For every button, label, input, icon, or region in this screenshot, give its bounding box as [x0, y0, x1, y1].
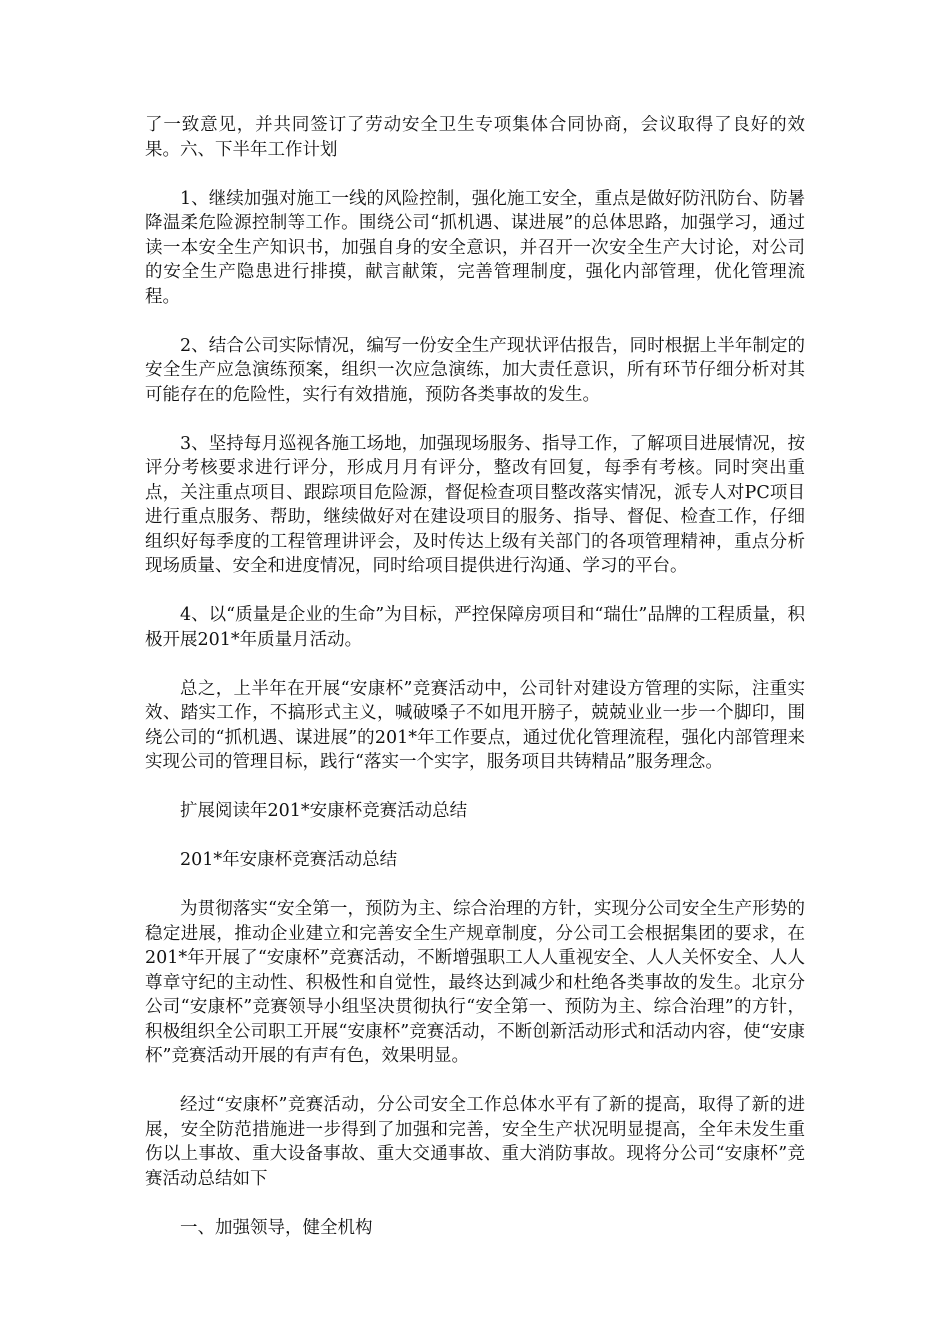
paragraph-continuation: 了一致意见，并共同签订了劳动安全卫生专项集体合同协商，会议取得了良好的效果。六、下半年工作计划	[145, 115, 805, 160]
paragraph-plan-item-4: 4、以“质量是企业的生命”为目标，严控保障房项目和“瑞仕”品牌的工程质量，积极开展201*年质量月活动。	[145, 605, 805, 650]
paragraph-plan-item-3: 3、坚持每月巡视各施工场地，加强现场服务、指导工作，了解项目进展情况，按评分考核要求进行评分，形成月月有评分，整改有回复，每季有考核。同时突出重点，关注重点项目、跟踪项目危险源，督促检查项目整改落实情况，派专人对PC项目进行重点服务、帮助，继续做好对在建设项目的服务、指导、督促、检查工作，仔细组织好每季度的工程管理讲评会，及时传达上级有关部门的各项管理精神，重点分析现场质量、安全和进度情况，同时给项目提供进行沟通、学习的平台。	[145, 433, 805, 576]
section-title: 201*年安康杯竞赛活动总结	[180, 850, 398, 870]
subsection-heading: 一、加强领导，健全机构	[180, 1217, 373, 1238]
paragraph-intro: 为贯彻落实“安全第一，预防为主、综合治理的方针，实现分公司安全生产形势的稳定进展，推动企业建立和完善安全生产规章制度，分公司工会根据集团的要求，在201*年开展了“安康杯”竞赛活动，不断增强职工人人重视安全、人人关怀安全、人人尊章守纪的主动性、积极性和自觉性，最终达到减少和杜绝各类事故的发生。北京分公司“安康杯”竞赛领导小组坚决贯彻执行“安全第一、预防为主、综合治理”的方针，积极组织全公司职工开展“安康杯”竞赛活动，不断创新活动形式和活动内容，使“安康杯”竞赛活动开展的有声有色，效果明显。	[145, 899, 805, 1066]
paragraph-plan-item-1: 1、继续加强对施工一线的风险控制，强化施工安全，重点是做好防汛防台、防暑降温柔危险源控制等工作。围绕公司“抓机遇、谋进展”的总体思路，加强学习，通过读一本安全生产知识书，加强自身的安全意识，并召开一次安全生产大讨论，对公司的安全生产隐患进行排摸，献言献策，完善管理制度，强化内部管理，优化管理流程。	[145, 188, 805, 307]
paragraph-results: 经过“安康杯”竞赛活动，分公司安全工作总体水平有了新的提高，取得了新的进展，安全防范措施进一步得到了加强和完善，安全生产状况明显提高，全年未发生重伤以上事故、重大设备事故、重大交通事故、重大消防事故。现将分公司“安康杯”竞赛活动总结如下	[145, 1095, 805, 1189]
paragraph-summary: 总之，上半年在开展“安康杯”竞赛活动中，公司针对建设方管理的实际，注重实效、踏实工作，不搞形式主义，喊破嗓子不如甩开膀子，兢兢业业一步一个脚印，围绕公司的“抓机遇、谋进展”的201*年工作要点，通过优化管理流程，强化内部管理来实现公司的管理目标，践行“落实一个实字，服务项目共铸精品”服务理念。	[145, 678, 805, 772]
document-body	[145, 113, 805, 1265]
extended-reading-heading: 扩展阅读年201*安康杯竞赛活动总结	[180, 801, 468, 821]
paragraph-plan-item-2: 2、结合公司实际情况，编写一份安全生产现状评估报告，同时根据上半年制定的安全生产应急演练预案，组织一次应急演练，加大责任意识，所有环节仔细分析对其可能存在的危险性，实行有效措施，预防各类事故的发生。	[145, 335, 805, 405]
